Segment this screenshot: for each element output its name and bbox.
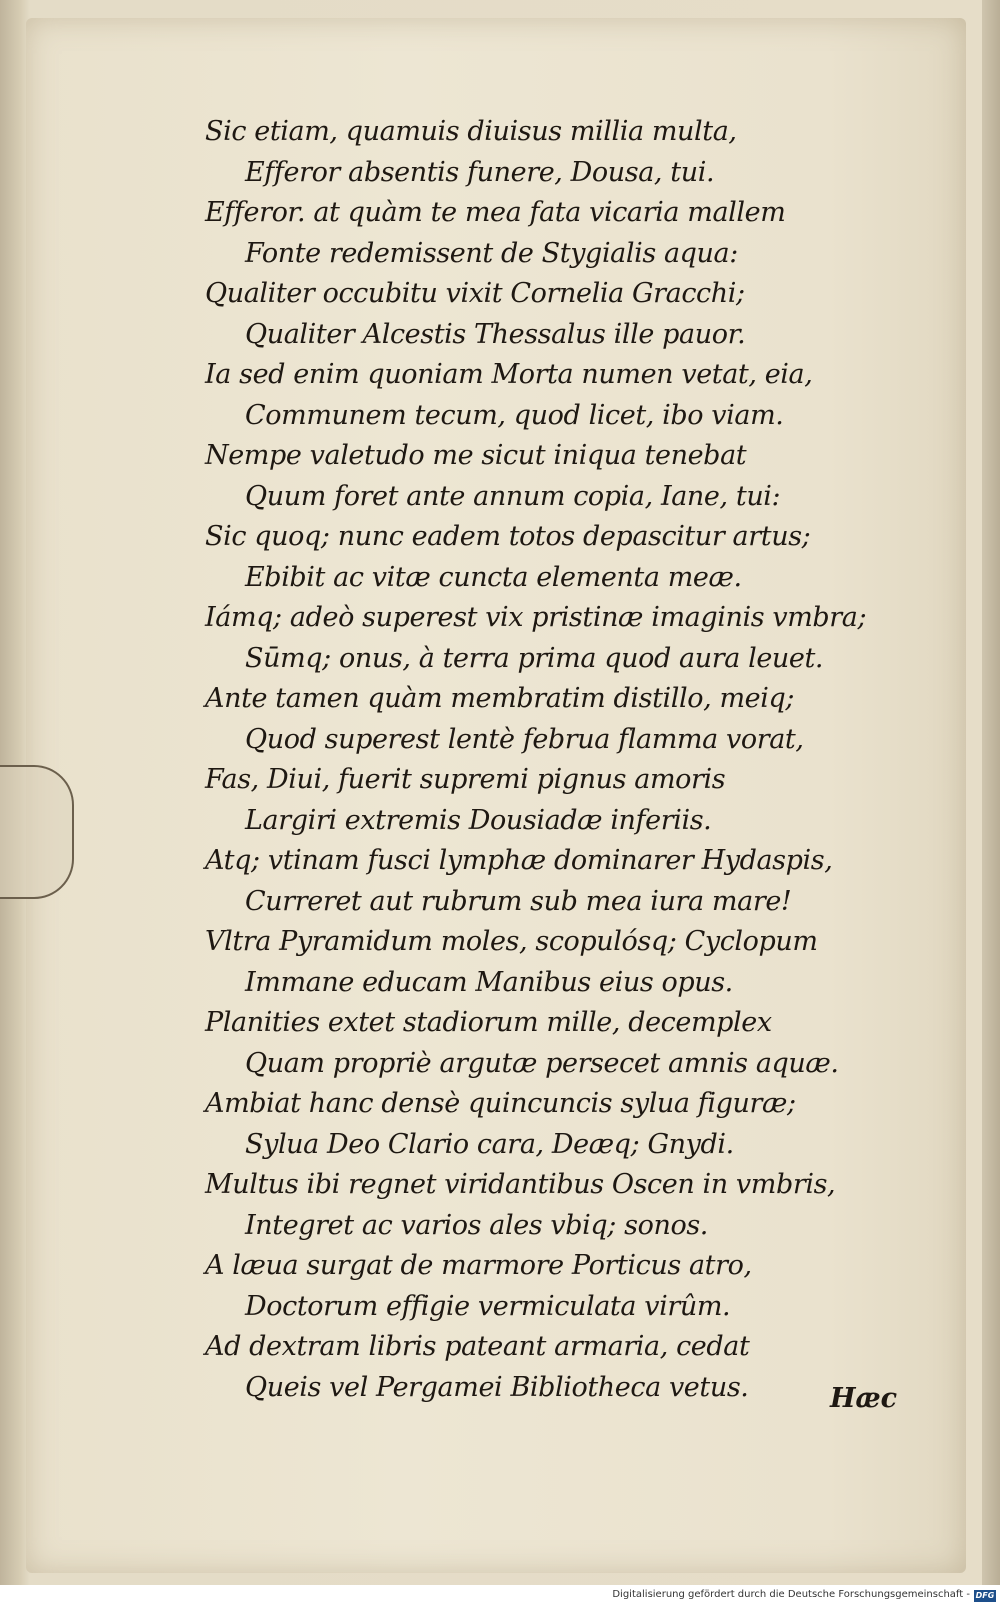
page-fore-edge <box>982 0 1000 1585</box>
verse-line-8: Communem tecum, quod licet, ibo viam. <box>245 399 784 431</box>
verse-line-31: Ad dextram libris pateant armaria, cedat <box>205 1331 750 1362</box>
verse-line-23: Planities extet stadiorum mille, decemplex <box>205 1007 772 1038</box>
verse-line-13: Iámq; adeò superest vix pristinæ imaginis vmbra; <box>205 602 867 633</box>
verse-line-11: Sic quoq; nunc eadem totos depascitur artus; <box>205 521 811 552</box>
poem-text <box>205 112 905 1408</box>
verse-line-28: Integret ac varios ales vbiq; sonos. <box>245 1209 708 1241</box>
verse-line-29: A læua surgat de marmore Porticus atro, <box>205 1250 752 1281</box>
verse-line-32: Queis vel Pergamei Bibliotheca vetus. <box>245 1371 749 1403</box>
verse-line-22: Immane educam Manibus eius opus. <box>245 966 733 998</box>
verse-line-1: Sic etiam, quamuis diuisus millia multa, <box>205 116 737 147</box>
digitization-footer <box>0 1587 1000 1607</box>
verse-line-16: Quod superest lentè februa flamma vorat, <box>245 723 804 755</box>
dfg-logo-icon: DFG <box>975 1591 995 1600</box>
verse-line-19: Atq; vtinam fusci lymphæ dominarer Hydaspis, <box>205 845 833 876</box>
verse-line-10: Quum foret ante annum copia, Iane, tui: <box>245 480 781 512</box>
verse-line-14: Sūmq; onus, à terra prima quod aura leuet. <box>245 642 824 674</box>
verse-line-20: Curreret aut rubrum sub mea iura mare! <box>245 885 792 917</box>
footer-credit-text: Digitalisierung gefördert durch die Deutsche Forschungsgemeinschaft - <box>612 1589 970 1600</box>
catchword: Hæc <box>830 1383 898 1414</box>
verse-line-21: Vltra Pyramidum moles, scopulósq; Cyclopum <box>205 926 818 957</box>
verse-line-17: Fas, Diui, fuerit supremi pignus amoris <box>205 764 726 795</box>
verse-line-3: Efferor. at quàm te mea fata vicaria mallem <box>205 197 786 228</box>
verse-line-5: Qualiter occubitu vixit Cornelia Gracchi; <box>205 278 745 309</box>
verse-line-15: Ante tamen quàm membratim distillo, meiq; <box>205 683 795 714</box>
verse-line-6: Qualiter Alcestis Thessalus ille pauor. <box>245 318 746 350</box>
verse-line-12: Ebibit ac vitæ cuncta elementa meæ. <box>245 561 742 593</box>
verse-line-7: Ia sed enim quoniam Morta numen vetat, eia, <box>205 359 813 390</box>
verse-line-24: Quam propriè argutæ persecet amnis aquæ. <box>245 1047 839 1079</box>
verse-line-27: Multus ibi regnet viridantibus Oscen in vmbris, <box>205 1169 836 1200</box>
verse-line-25: Ambiat hanc densè quincuncis sylua figuræ; <box>205 1088 796 1119</box>
verse-line-2: Efferor absentis funere, Dousa, tui. <box>245 156 715 188</box>
verse-line-4: Fonte redemissent de Stygialis aqua: <box>245 237 738 269</box>
verse-line-18: Largiri extremis Dousiadæ inferiis. <box>245 804 712 836</box>
verse-line-30: Doctorum effigie vermiculata virûm. <box>245 1290 731 1322</box>
binding-clasp-shape <box>0 765 74 899</box>
verse-line-26: Sylua Deo Clario cara, Deæq; Gnydi. <box>245 1128 734 1160</box>
verse-line-9: Nempe valetudo me sicut iniqua tenebat <box>205 440 747 471</box>
